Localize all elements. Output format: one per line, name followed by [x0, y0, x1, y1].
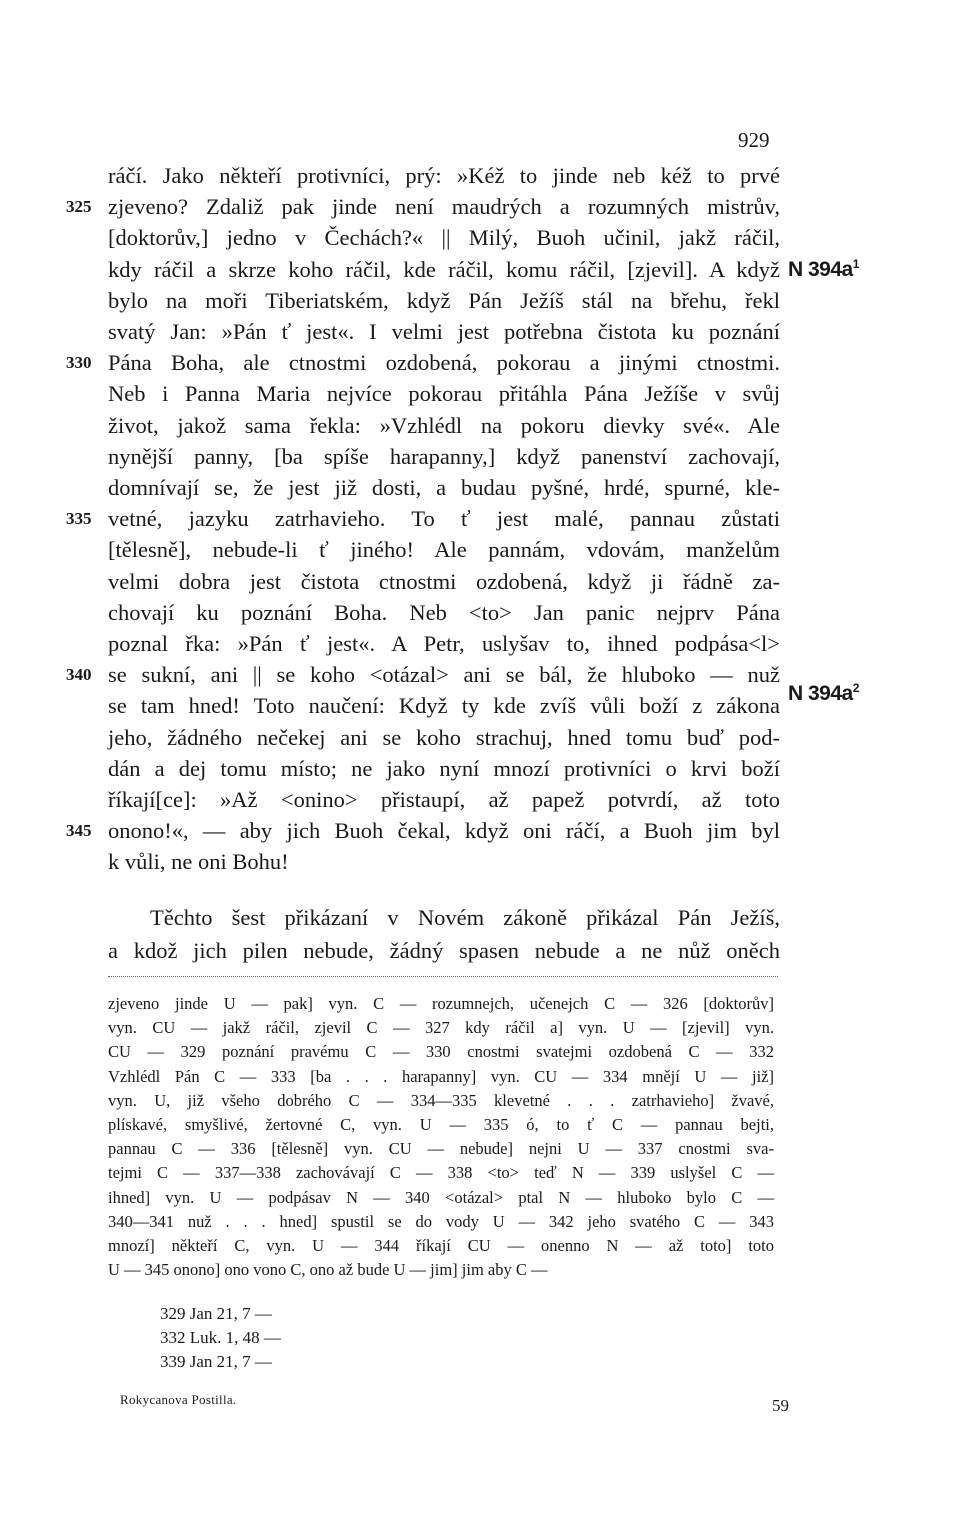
apparatus-line: tejmi C — 337—338 zachovávají C — 338 <to> teď N — 339 uslyšel C —: [108, 1163, 774, 1183]
apparatus-line: zjeveno jinde U — pak] vyn. C — rozumnejch, učenejch C — 326 [doktorův]: [108, 994, 774, 1013]
line-number: 330: [66, 353, 92, 373]
footnote-separator: [108, 976, 778, 977]
text-line: dán a dej tomu místo; ne jako nyní mnozí protivníci o krvi boží: [108, 755, 780, 781]
scripture-references: [160, 1302, 281, 1374]
closing-line: a kdož jich pilen nebude, žádný spasen nebude a ne nůž oněch: [108, 938, 780, 963]
apparatus-line: mnozí] někteří C, vyn. U — 344 říkají CU — onenno N — až toto] toto: [108, 1236, 774, 1255]
line-number: 340: [66, 665, 92, 685]
margin-reference: N $394a^1$: [788, 257, 859, 281]
text-line: se tam hned! Toto naučení: Když ty kde zvíš vůli boží z zákona: [108, 693, 780, 719]
text-line: se sukní, ani || se koho <otázal> ani se bál, že hluboko — nuž: [108, 662, 780, 688]
text-line: poznal řka: »Pán ť jest«. A Petr, uslyšav to, ihned podpása<l>: [108, 631, 780, 656]
text-line: zjeveno? Zdaliž pak jinde není maudrých a rozumných mistrův,: [108, 194, 780, 220]
apparatus-line: vyn. CU — jakž ráčil, zjevil C — 327 kdy ráčil a] vyn. U — [zjevil] vyn.: [108, 1018, 774, 1038]
apparatus-line: 340—341 nuž . . . hned] spustil se do vody U — 342 jeho svatého C — 343: [108, 1211, 774, 1231]
text-line: říkají[ce]: »Až <onino> přistaupí, až papež potvrdí, až toto: [108, 787, 780, 812]
text-line: onono!«, — aby jich Buoh čekal, když oni ráčí, a Buoh jim byl: [108, 818, 780, 844]
text-line: bylo na moři Tiberiatském, když Pán Ježíš stál na břehu, řekl: [108, 287, 780, 313]
text-line: kdy ráčil a skrze koho ráčil, kde ráčil, komu ráčil, [zjevil]. A když: [108, 256, 780, 282]
page-number: 929: [738, 128, 770, 152]
text-line: nynější panny, [ba spíše harapanny,] když panenství zachovají,: [108, 443, 780, 469]
text-line: domnívají se, že jest již dosti, a budau pyšné, hrdé, spurné, kle-: [108, 475, 780, 500]
apparatus-line: pannau C — 336 [tělesně] vyn. CU — nebude] nejni U — 337 cnostmi sva-: [108, 1139, 774, 1159]
text-line: [tělesně], nebude-li ť jiného! Ale pannám, vdovám, manželům: [108, 537, 780, 563]
footer-title: Rokycanova Postilla.: [120, 1392, 237, 1407]
scripture-reference: 332 Luk. 1, 48 —: [160, 1328, 281, 1347]
text-line: jeho, žádného nečekej ani se koho strachuj, hned tomu buď pod-: [108, 724, 780, 750]
line-number: 335: [66, 509, 92, 529]
text-line: ráčí. Jako někteří protivníci, prý: »Kéž to jinde neb kéž to prvé: [108, 163, 780, 188]
apparatus-line: plískavé, smyšlivé, žertovné C, vyn. U — 335 ó, to ť C — pannau bejti,: [108, 1115, 774, 1134]
text-line: k vůli, ne oni Bohu!: [108, 849, 289, 875]
scripture-reference: 339 Jan 21, 7 —: [160, 1352, 272, 1371]
margin-reference: N $394a^2$: [788, 681, 859, 705]
apparatus-line: U — 345 onono] ono vono C, ono až bude U — jim] jim aby C —: [108, 1260, 548, 1280]
apparatus-line: CU — 329 poznání pravému C — 330 cnostmi svatejmi ozdobená C — 332: [108, 1042, 774, 1062]
line-number: 345: [66, 821, 92, 841]
closing-line: Těchto šest přikázaní v Novém zákoně přikázal Pán Ježíš,: [150, 905, 780, 930]
text-line: Pána Boha, ale ctnostmi ozdobená, pokorau a jinými ctnostmi.: [108, 350, 780, 376]
text-line: chovají ku poznání Boha. Neb <to> Jan panic nejprv Pána: [108, 599, 780, 625]
footer-sheet-number: 59: [772, 1396, 789, 1415]
text-line: vetné, jazyku zatrhavieho. To ť jest malé, pannau zůstati: [108, 506, 780, 532]
text-line: Neb i Panna Maria nejvíce pokorau přitáhla Pána Ježíše v svůj: [108, 381, 780, 407]
text-line: [doktorův,] jedno v Čechách?« || Milý, Buoh učinil, jakž ráčil,: [108, 225, 780, 251]
text-line: svatý Jan: »Pán ť jest«. I velmi jest potřebna čistota ku poznání: [108, 319, 780, 344]
scripture-reference: 329 Jan 21, 7 —: [160, 1304, 272, 1323]
text-line: velmi dobra jest čistota ctnostmi ozdobená, když ji řádně za-: [108, 568, 780, 594]
apparatus-line: ihned] vyn. U — podpásav N — 340 <otázal> ptal N — hluboko bylo C —: [108, 1187, 774, 1207]
text-line: život, jakož sama řekla: »Vzhlédl na pokoru dievky své«. Ale: [108, 412, 780, 438]
apparatus-line: vyn. U, již všeho dobrého C — 334—335 klevetné . . . zatrhavieho] žvavé,: [108, 1090, 774, 1110]
line-number: 325: [66, 197, 92, 217]
apparatus-line: Vzhlédl Pán C — 333 [ba . . . harapanny] vyn. CU — 334 mnějí U — již]: [108, 1066, 774, 1086]
